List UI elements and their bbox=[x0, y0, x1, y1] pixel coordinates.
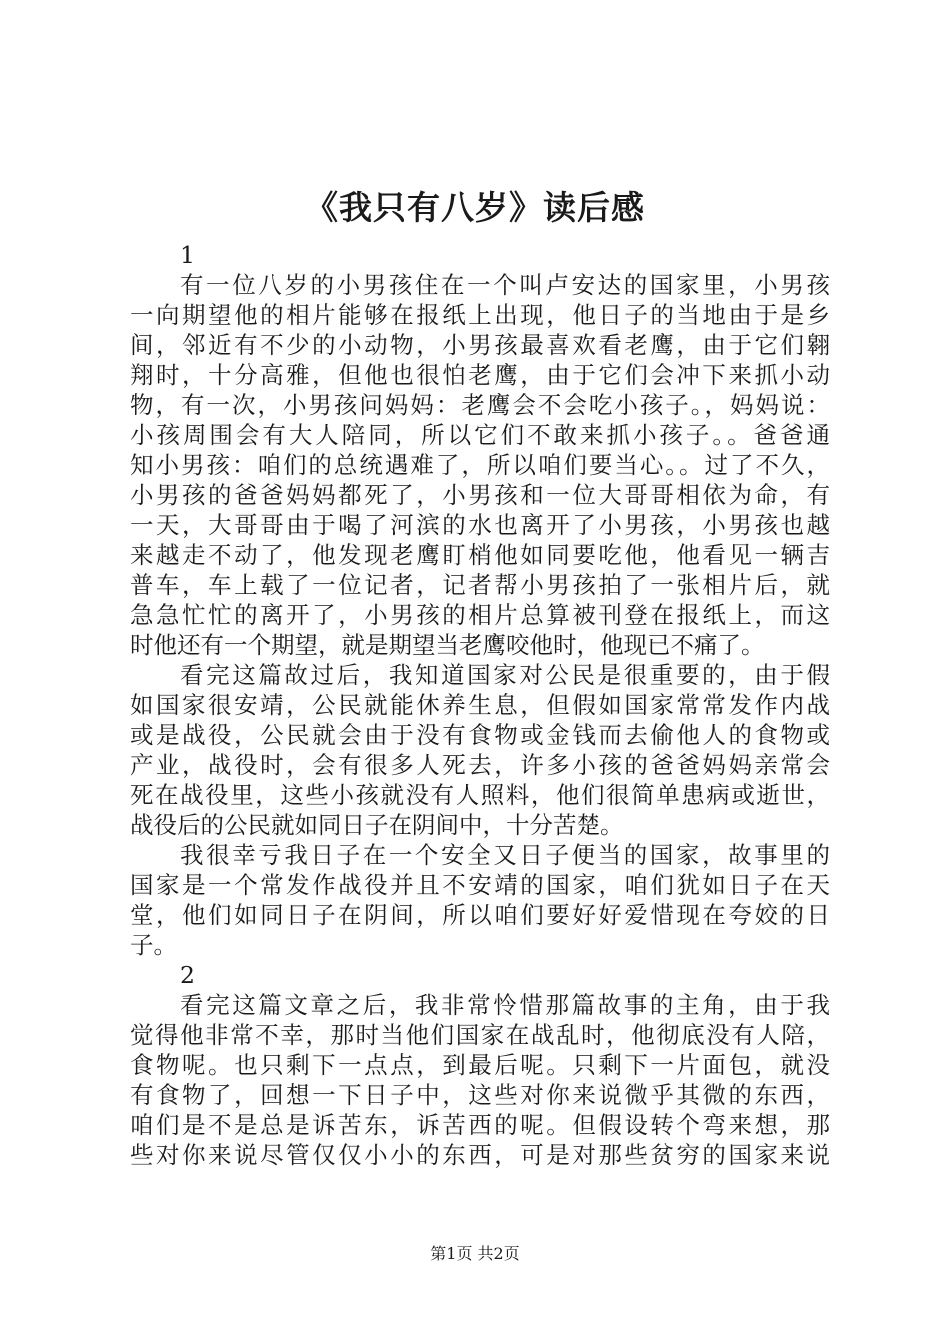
text-line: 产业，战役时，会有很多人死去，许多小孩的爸爸妈妈亲常会 bbox=[130, 751, 830, 779]
text-line: 一天，大哥哥由于喝了河滨的水也离开了小男孩，小男孩也越 bbox=[130, 511, 830, 539]
text-line: 我很幸亏我日子在一个安全又日子便当的国家，故事里的 bbox=[180, 841, 830, 869]
text-line: 一向期望他的相片能够在报纸上出现，他日子的当地由于是乡 bbox=[130, 301, 830, 329]
text-line: 觉得他非常不幸，那时当他们国家在战乱时，他彻底没有人陪， bbox=[130, 1021, 830, 1049]
text-line: 时他还有一个期望，就是期望当老鹰咬他时，他现已不痛了。 bbox=[130, 631, 765, 659]
text-line: 战役后的公民就如同日子在阴间中，十分苦楚。 bbox=[130, 811, 624, 839]
paragraph bbox=[130, 990, 830, 1170]
paragraph bbox=[130, 270, 830, 660]
text-line: 国家是一个常发作战役并且不安靖的国家，咱们犹如日子在天 bbox=[130, 871, 830, 899]
paragraph bbox=[130, 660, 830, 840]
text-line: 死在战役里，这些小孩就没有人照料，他们很简单患病或逝世， bbox=[130, 781, 830, 809]
text-line: 食物呢。也只剩下一点点，到最后呢。只剩下一片面包，就没 bbox=[130, 1051, 830, 1079]
text-line: 翔时，十分高雅，但他也很怕老鹰，由于它们会冲下来抓小动 bbox=[130, 361, 830, 389]
page-number-label: 第1页 共2页 bbox=[430, 1244, 520, 1263]
page-footer bbox=[0, 1243, 950, 1265]
text-line: 有食物了，回想一下日子中，这些对你来说微乎其微的东西， bbox=[130, 1081, 830, 1109]
paragraph bbox=[130, 840, 830, 960]
section-number: 1 bbox=[180, 241, 195, 269]
text-line: 间，邻近有不少的小动物，小男孩最喜欢看老鹰，由于它们翱 bbox=[130, 331, 830, 359]
text-line: 普车，车上载了一位记者，记者帮小男孩拍了一张相片后，就 bbox=[130, 571, 830, 599]
document-body bbox=[130, 240, 830, 1170]
section-number: 2 bbox=[180, 961, 195, 989]
document-title: 《我只有八岁》读后感 bbox=[305, 188, 645, 227]
text-line: 子。 bbox=[130, 931, 177, 959]
text-line: 堂，他们如同日子在阴间，所以咱们要好好爱惜现在夸姣的日 bbox=[130, 901, 830, 929]
text-line: 物，有一次，小男孩问妈妈：老鹰会不会吃小孩子。，妈妈说： bbox=[130, 391, 830, 419]
text-line: 有一位八岁的小男孩住在一个叫卢安达的国家里，小男孩 bbox=[180, 271, 830, 299]
text-line: 看完这篇文章之后，我非常怜惜那篇故事的主角，由于我 bbox=[180, 991, 830, 1019]
text-line: 些对你来说尽管仅仅小小的东西，可是对那些贫穷的国家来说 bbox=[130, 1141, 830, 1169]
text-line: 小孩周围会有大人陪同，所以它们不敢来抓小孩子。。爸爸通 bbox=[130, 421, 830, 449]
text-line: 看完这篇故过后，我知道国家对公民是很重要的，由于假 bbox=[180, 661, 830, 689]
text-line: 如国家很安靖，公民就能休养生息，但假如国家常常发作内战 bbox=[130, 691, 830, 719]
text-line: 急急忙忙的离开了，小男孩的相片总算被刊登在报纸上，而这 bbox=[130, 601, 830, 629]
text-line: 小男孩的爸爸妈妈都死了，小男孩和一位大哥哥相依为命，有 bbox=[130, 481, 830, 509]
text-line: 咱们是不是总是诉苦东，诉苦西的呢。但假设转个弯来想，那 bbox=[130, 1111, 830, 1139]
text-line: 知小男孩：咱们的总统遇难了，所以咱们要当心。。过了不久， bbox=[130, 451, 830, 479]
text-line: 或是战役，公民就会由于没有食物或金钱而去偷他人的食物或 bbox=[130, 721, 830, 749]
text-line: 来越走不动了，他发现老鹰盯梢他如同要吃他，他看见一辆吉 bbox=[130, 541, 830, 569]
